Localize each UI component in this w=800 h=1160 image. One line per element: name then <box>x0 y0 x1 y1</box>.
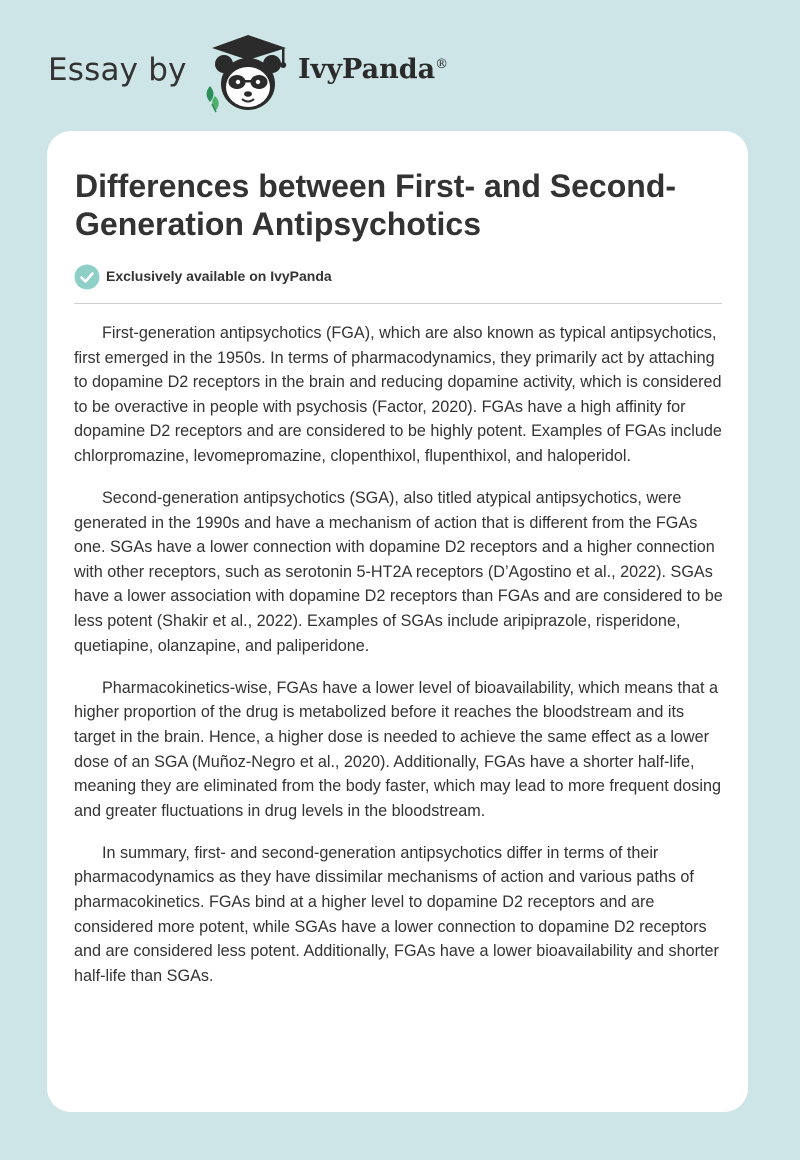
ivypanda-logo-icon[interactable] <box>202 34 294 114</box>
essay-body <box>74 321 725 1006</box>
trademark-symbol: ® <box>435 57 449 72</box>
essay-paragraph-1: First-generation antipsychotics (FGA), which are also known as typical antipsychotics, first emerged in the 1950s. In terms of pharmacodynamics, they primarily act by attaching to dopamine D2 receptors in the brain and reducing dopamine activity, which is considered to be overactive in people with psychosis (Factor, 2020). FGAs have a high affinity for dopamine D2 receptors and are considered to be highly potent. Examples of FGAs include chlorpromazine, levomepromazine, clopenthixol, flupenthixol, and haloperidol. <box>74 324 722 465</box>
checkmark-circle-icon <box>74 264 100 290</box>
essay-by-label: Essay by <box>48 52 187 88</box>
essay-card <box>47 131 748 1112</box>
site-header <box>48 34 508 114</box>
essay-paragraph-2: Second-generation antipsychotics (SGA), also titled atypical antipsychotics, were generated in the 1990s and have a mechanism of action that is different from the FGAs one. SGAs have a lower connection with dopamine D2 receptors and a higher connection with other receptors, such as serotonin 5-HT2A receptors (D’Agostino et al., 2022). SGAs have a lower association with dopamine D2 receptors than FGAs and are considered to be less potent (Shakir et al., 2022). Examples of SGAs include aripiprazole, risperidone, quetiapine, olanzapine, and paliperidone. <box>74 489 723 655</box>
ivypanda-brand-name[interactable]: IvyPanda® <box>298 54 449 85</box>
title-divider <box>74 303 722 304</box>
essay-paragraph-4: In summary, first- and second-generation antipsychotics differ in terms of their pharmacodynamics as they have dissimilar mechanisms of action and various paths of pharmacokinetics. FGAs bind at a higher level to dopamine D2 receptors and are considered more potent, while SGAs have a lower connection to dopamine D2 receptors and are considered less potent. Additionally, FGAs have a lower bioavailability and shorter half-life than SGAs. <box>74 843 719 985</box>
essay-paragraph-3: Pharmacokinetics-wise, FGAs have a lower level of bioavailability, which means that a higher proportion of the drug is metabolized before it reaches the bloodstream and its target in the brain. Hence, a higher dose is needed to achieve the same effect as a lower dose of an SGA (Muñoz-Negro et al., 2020). Additionally, FGAs have a shorter half-life, meaning they are eliminated from the body faster, which may lead to more frequent dosing and greater fluctuations in drug levels in the bloodstream. <box>74 678 721 820</box>
exclusive-label: Exclusively available on IvyPanda <box>106 268 332 284</box>
essay-title: Differences between First- and Second-Generation Antipsychotics <box>75 168 677 242</box>
